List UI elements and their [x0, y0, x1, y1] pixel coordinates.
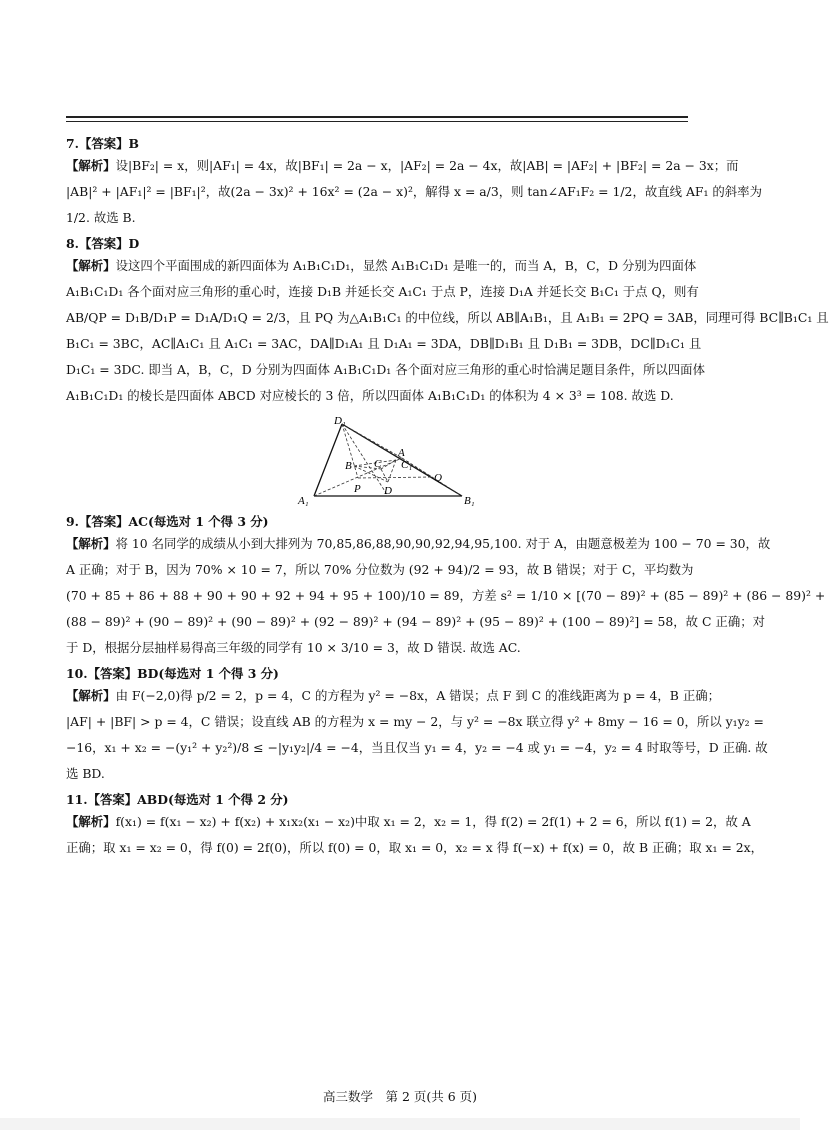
label-b: B [345, 460, 352, 472]
answer-line [66, 514, 690, 530]
label-a: A [398, 447, 405, 459]
answer-line [66, 236, 690, 252]
label-a1: A₁ [298, 495, 309, 507]
line-p-q [358, 477, 432, 478]
analysis-line: A₁B₁C₁D₁ 各个面对应三角形的重心时，连接 D₁B 并延长交 A₁C₁ 于点 P，连接 D₁A 并延长交 B₁C₁ 于点 Q，则有 [66, 284, 699, 299]
answer-line [66, 136, 690, 152]
answer-value: D [128, 236, 140, 251]
analysis-text: f(x₁) = f(x₁ − x₂) + f(x₂) + x₁x₂(x₁ − x₂)中取 x₁ = 2，x₂ = 1，得 f(2) = 2f(1) + 2 = 6，所以 f(1) = 2，故 A [115, 814, 751, 829]
question-8 [66, 236, 829, 507]
answer-line [66, 792, 690, 808]
analysis-line [66, 688, 720, 704]
analysis-line: |AF| + |BF| > p = 4，C 错误；设直线 AB 的方程为 x = my − 2，与 y² = −8x 联立得 y² + 8my − 16 = 0，所以 y₁y₂ = [66, 714, 764, 729]
analysis-line: 于 D，根据分层抽样易得高三年级的同学有 10 × 3/10 = 3，故 D 错误. 故选 AC. [66, 640, 521, 655]
question-number: 11. [66, 792, 88, 807]
answer-value: B [128, 136, 139, 151]
analysis-text: 将 10 名同学的成绩从小到大排列为 70,85,86,88,90,90,92,94,95,100. 对于 A，由题意极差为 100 − 70 = 30，故 [115, 536, 771, 551]
question-9 [66, 514, 826, 656]
question-7 [66, 136, 762, 226]
question-number: 9. [66, 514, 79, 529]
analysis-label: 【解析】 [66, 536, 116, 551]
analysis-line: (70 + 85 + 86 + 88 + 90 + 90 + 92 + 94 + 95 + 100)/10 = 89，方差 s² = 1/10 × [(70 − 89)² + (85 − 89)² + (86 − 89)² + [66, 588, 826, 603]
analysis-label: 【解析】 [66, 688, 116, 703]
question-number: 8. [66, 236, 79, 251]
analysis-line: −16，x₁ + x₂ = −(y₁² + y₂²)/8 ≤ −|y₁y₂|/4 = −4，当且仅当 y₁ = 4，y₂ = −4 或 y₁ = −4，y₂ = 4 时取等号，D 正确. 故 [66, 740, 768, 755]
analysis-line: 选 BD. [66, 766, 105, 781]
analysis-text: 设|BF₂| = x，则|AF₁| = 4x，故|BF₁| = 2a − x，|AF₂| = 2a − 4x，故|AB| = |AF₂| + |BF₂| = 2a − 3x；而 [115, 158, 739, 173]
analysis-line: B₁C₁ = 3BC，AC∥A₁C₁ 且 A₁C₁ = 3AC，DA∥D₁A₁ 且 D₁A₁ = 3DA，DB∥D₁B₁ 且 D₁B₁ = 3DB，DC∥D₁C₁ 且 [66, 336, 702, 351]
label-q: Q [434, 472, 442, 484]
answer-label: 【答案】 [87, 666, 138, 681]
label-p: P [354, 483, 361, 495]
page-footer: 高三数学 第 2 页(共 6 页) [322, 1089, 478, 1104]
tetrahedron-diagram [284, 414, 484, 506]
analysis-text: 由 F(−2,0)得 p/2 = 2，p = 4，C 的方程为 y² = −8x，A 错误；点 F 到 C 的准线距离为 p = 4，B 正确； [115, 688, 720, 703]
answer-value: BD(每选对 1 个得 3 分) [137, 666, 279, 681]
analysis-line: (88 − 89)² + (90 − 89)² + (90 − 89)² + (92 − 89)² + (94 − 89)² + (95 − 89)² + (100 − 89)²] = 58，故 C 正确；对 [66, 614, 765, 629]
header-rule-thin [66, 121, 688, 122]
analysis-line: |AB|² + |AF₁|² = |BF₁|²，故(2a − 3x)² + 16x² = (2a − x)²，解得 x = a/3，则 tan∠AF₁F₂ = 1/2，故直线 AF₁ 的斜率为 [66, 184, 762, 199]
answer-label: 【答案】 [78, 514, 129, 529]
edge-b-d [354, 466, 388, 482]
label-c1: C₁ [401, 459, 413, 471]
label-d: D [384, 485, 392, 497]
answer-label: 【答案】 [78, 136, 129, 151]
analysis-line: 1/2. 故选 B. [66, 210, 136, 225]
edge-a-c [381, 460, 396, 469]
analysis-line: A₁B₁C₁D₁ 的棱长是四面体 ABCD 对应棱长的 3 倍，所以四面体 A₁B₁C₁D₁ 的体积为 4 × 3³ = 108. 故选 D. [66, 388, 674, 403]
scan-bottom-band [0, 1118, 800, 1130]
question-number: 7. [66, 136, 79, 151]
label-c: C [374, 458, 382, 470]
analysis-line: D₁C₁ = 3DC. 即当 A，B，C，D 分别为四面体 A₁B₁C₁D₁ 各个面对应三角形的重心时恰满足题目条件，所以四面体 [66, 362, 705, 377]
analysis-line [66, 536, 771, 552]
question-number: 10. [66, 666, 88, 681]
edge-c-d [381, 469, 388, 482]
edge-a1-d1 [314, 424, 342, 496]
label-d1: D₁ [334, 415, 346, 427]
answer-value: ABD(每选对 1 个得 2 分) [137, 792, 289, 807]
analysis-line [66, 158, 739, 174]
answer-value: AC(每选对 1 个得 3 分) [128, 514, 269, 529]
question-11 [66, 792, 764, 856]
analysis-text: 设这四个平面围成的新四面体为 A₁B₁C₁D₁，显然 A₁B₁C₁D₁ 是唯一的，而当 A，B，C，D 分别为四面体 [115, 258, 697, 273]
analysis-line: 正确；取 x₁ = x₂ = 0，得 f(0) = 2f(0)，所以 f(0) = 0，取 x₁ = 0，x₂ = x 得 f(−x) + f(x) = 0，故 B 正确；取 x₁ = 2x， [66, 840, 764, 855]
label-b1: B₁ [464, 495, 475, 507]
analysis-label: 【解析】 [66, 158, 116, 173]
analysis-line [66, 258, 697, 274]
answer-label: 【答案】 [87, 792, 138, 807]
analysis-line: A 正确；对于 B，因为 70% × 10 = 7，所以 70% 分位数为 (92 + 94)/2 = 93，故 B 错误；对于 C，平均数为 [66, 562, 694, 577]
analysis-label: 【解析】 [66, 258, 116, 273]
solutions-content [66, 128, 829, 866]
header-rule-thick [66, 116, 688, 118]
answer-label: 【答案】 [78, 236, 129, 251]
analysis-label: 【解析】 [66, 814, 116, 829]
question-10 [66, 666, 768, 782]
answer-line [66, 666, 690, 682]
analysis-line: AB/QP = D₁B/D₁P = D₁A/D₁Q = 2/3，且 PQ 为△A₁B₁C₁ 的中位线，所以 AB∥A₁B₁，且 A₁B₁ = 2PQ = 3AB，同理可得 BC∥B₁C₁ 且 [66, 310, 829, 325]
analysis-line [66, 814, 751, 830]
